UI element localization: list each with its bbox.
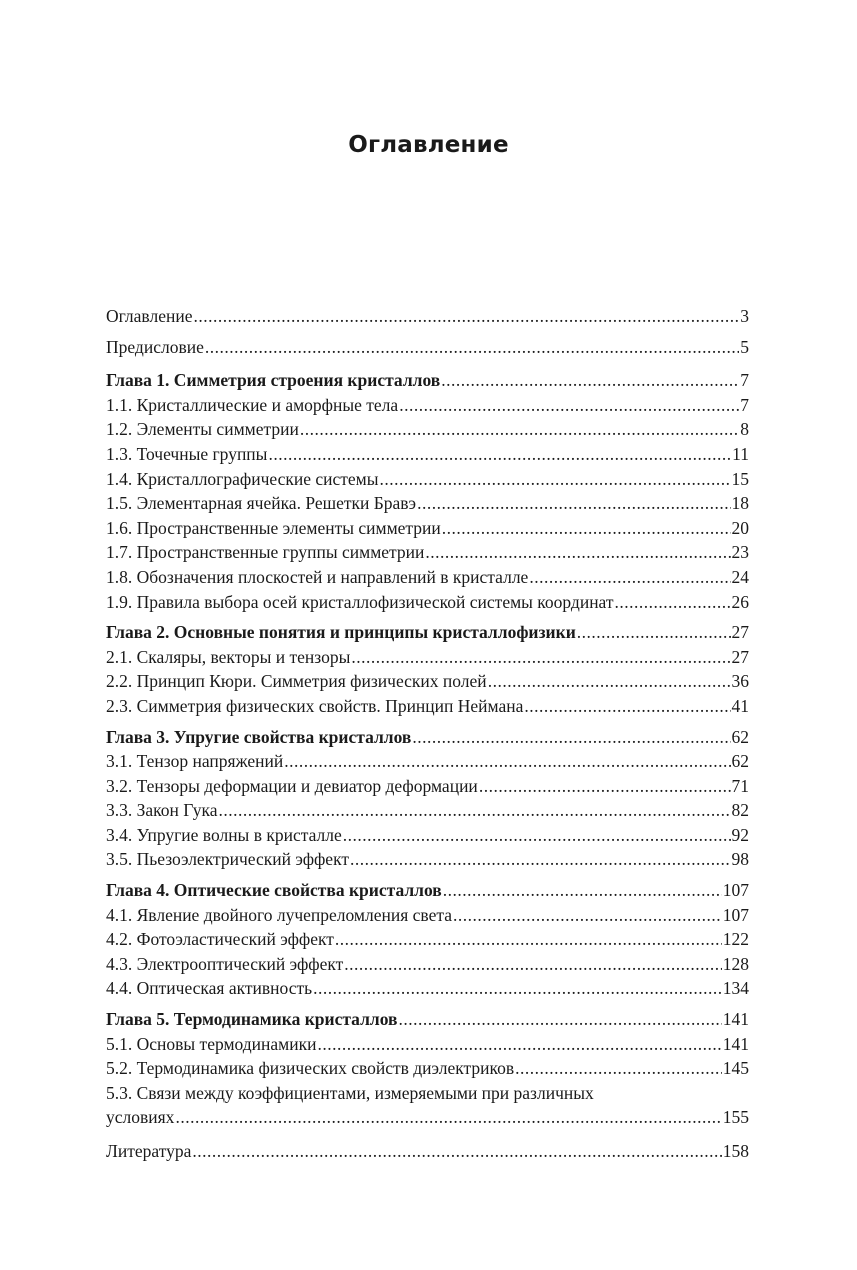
toc-page-number: 7: [740, 394, 749, 415]
dot-leader: [343, 823, 731, 848]
toc-section-label: 3.5. Пьезоэлектрический эффект: [106, 849, 349, 870]
toc-section-label: 5.1. Основы термодинамики: [106, 1033, 317, 1054]
dot-leader: [317, 1032, 721, 1057]
dot-leader: [313, 976, 722, 1001]
dot-leader: [524, 694, 730, 719]
toc-page-number: 62: [731, 726, 749, 747]
page-title: Оглавление: [348, 132, 509, 158]
toc-page-number: 107: [722, 904, 749, 925]
toc-section[interactable]: [106, 393, 749, 418]
toc-section-label: 4.1. Явление двойного лучепреломления света: [106, 904, 452, 925]
toc-page-number: 98: [731, 849, 749, 870]
toc-section[interactable]: [106, 927, 749, 952]
dot-leader: [344, 952, 721, 977]
toc-page-number: 134: [722, 978, 749, 999]
toc-page-number: 24: [731, 566, 749, 587]
toc-section[interactable]: [106, 952, 749, 977]
toc-chapter-5[interactable]: [106, 1007, 749, 1032]
toc-section[interactable]: [106, 1032, 749, 1057]
toc-page-number: 141: [722, 1033, 749, 1054]
toc-section-label: 3.1. Тензор напряжений: [106, 751, 284, 772]
toc-section-label: 3.3. Закон Гука: [106, 800, 218, 821]
toc-page-number: 7: [740, 370, 749, 391]
toc-section[interactable]: [106, 847, 749, 872]
dot-leader: [417, 491, 730, 516]
dot-leader: [529, 565, 730, 590]
toc-page-number: 3: [740, 306, 749, 326]
dot-leader: [350, 847, 731, 872]
toc-page-number: 141: [722, 1009, 749, 1030]
dot-leader: [398, 1007, 721, 1032]
toc-section[interactable]: [106, 565, 749, 590]
dot-leader: [441, 368, 739, 393]
dot-leader: [351, 645, 730, 670]
toc-page-number: 155: [722, 1107, 749, 1128]
dot-leader: [425, 540, 730, 565]
toc-chapter-1[interactable]: [106, 368, 749, 393]
dot-leader: [399, 393, 739, 418]
toc-section-label: 2.2. Принцип Кюри. Симметрия физических полей: [106, 671, 487, 692]
toc-section[interactable]: [106, 540, 749, 565]
toc-section[interactable]: [106, 903, 749, 928]
toc-chapter-4[interactable]: [106, 878, 749, 903]
toc-section-label: 1.4. Кристаллографические системы: [106, 468, 379, 489]
toc-chapter-label: Глава 4. Оптические свойства кристаллов: [106, 880, 442, 901]
toc-section[interactable]: [106, 516, 749, 541]
toc-page-number: 27: [731, 622, 749, 643]
dot-leader: [175, 1105, 721, 1130]
toc-section-label: 1.8. Обозначения плоскостей и направлений в кристалле: [106, 566, 529, 587]
toc-entry-label: Предисловие: [106, 336, 204, 357]
toc-page-number: 122: [722, 929, 749, 950]
toc-page-number: 62: [731, 751, 749, 772]
toc-section-label: 1.6. Пространственные элементы симметрии: [106, 517, 441, 538]
toc-section[interactable]: [106, 467, 749, 492]
toc-chapter-3[interactable]: [106, 725, 749, 750]
toc-entry-contents[interactable]: [106, 304, 749, 329]
toc-chapter-label: Глава 5. Термодинамика кристаллов: [106, 1009, 398, 1030]
toc-page-number: 71: [731, 775, 749, 796]
toc-chapter-2[interactable]: [106, 620, 749, 645]
toc-page-number: 11: [732, 443, 749, 464]
toc-entry-label: Оглавление: [106, 306, 193, 326]
toc-page-number: 41: [731, 695, 749, 716]
toc-section[interactable]: [106, 798, 749, 823]
dot-leader: [615, 590, 731, 615]
toc-section-label: 4.4. Оптическая активность: [106, 978, 313, 999]
dot-leader: [205, 335, 739, 360]
toc-section-label: 1.2. Элементы симметрии: [106, 419, 299, 440]
toc-page-number: 18: [731, 493, 749, 514]
dot-leader: [192, 1139, 721, 1164]
toc-entry-label: Литература: [106, 1141, 192, 1161]
dot-leader: [268, 442, 731, 467]
toc-section[interactable]: [106, 749, 749, 774]
dot-leader: [443, 878, 722, 903]
dot-leader: [218, 798, 730, 823]
dot-leader: [442, 516, 731, 541]
toc-section-label: 4.3. Электрооптический эффект: [106, 953, 344, 974]
toc-section-label: 5.2. Термодинамика физических свойств диэлектриков: [106, 1058, 515, 1079]
toc-section-label: 3.2. Тензоры деформации и девиатор деформации: [106, 775, 478, 796]
dot-leader: [300, 417, 739, 442]
toc-section-label: 2.3. Симметрия физических свойств. Принцип Неймана: [106, 695, 524, 716]
toc-section[interactable]: [106, 442, 749, 467]
toc-section-label: 1.7. Пространственные группы симметрии: [106, 542, 425, 563]
toc-section-label: 2.1. Скаляры, векторы и тензоры: [106, 646, 351, 667]
toc-chapter-label: Глава 3. Упругие свойства кристаллов: [106, 726, 412, 747]
dot-leader: [284, 749, 730, 774]
toc-page-number: 5: [740, 336, 749, 357]
toc-section-label: 1.1. Кристаллические и аморфные тела: [106, 394, 399, 415]
toc-page-number: 15: [731, 468, 749, 489]
toc-section-label: 1.5. Элементарная ячейка. Решетки Бравэ: [106, 493, 417, 514]
dot-leader: [453, 903, 722, 928]
dot-leader: [488, 669, 731, 694]
toc-section[interactable]: [106, 694, 749, 719]
toc-page-number: 36: [731, 671, 749, 692]
toc-section[interactable]: [106, 823, 749, 848]
toc-section-label-line1: 5.3. Связи между коэффициентами, измеряемыми при различных: [106, 1082, 594, 1103]
dot-leader: [335, 927, 722, 952]
dot-leader: [193, 304, 739, 329]
toc-page-number: 128: [722, 953, 749, 974]
toc-section-label-line2: условиях: [106, 1107, 175, 1128]
dot-leader: [412, 725, 730, 750]
toc-chapter-label: Глава 2. Основные понятия и принципы кристаллофизики: [106, 622, 576, 643]
dot-leader: [479, 774, 731, 799]
dot-leader: [380, 467, 731, 492]
toc-section-label: 3.4. Упругие волны в кристалле: [106, 824, 342, 845]
toc-section[interactable]: [106, 417, 749, 442]
toc-chapter-label: Глава 1. Симметрия строения кристаллов: [106, 370, 441, 391]
toc-section-label: 1.9. Правила выбора осей кристаллофизической системы координат: [106, 591, 614, 612]
toc-page-number: 158: [722, 1141, 749, 1161]
toc-page-number: 27: [731, 646, 749, 667]
dot-leader: [515, 1056, 722, 1081]
toc-entry-references[interactable]: [106, 1139, 749, 1164]
table-of-contents: [106, 304, 749, 1164]
toc-page-number: 145: [722, 1058, 749, 1079]
toc-page-number: 107: [722, 880, 749, 901]
toc-section[interactable]: [106, 1056, 749, 1081]
toc-section[interactable]: [106, 645, 749, 670]
toc-section-label: 4.2. Фотоэластический эффект: [106, 929, 334, 950]
toc-section-label: 1.3. Точечные группы: [106, 443, 268, 464]
toc-section[interactable]: [106, 774, 749, 799]
toc-page-number: 92: [731, 824, 749, 845]
toc-section[interactable]: [106, 491, 749, 516]
toc-section[interactable]: [106, 669, 749, 694]
dot-leader: [577, 620, 731, 645]
toc-page-number: 23: [731, 542, 749, 563]
toc-page-number: 8: [740, 419, 749, 440]
toc-section[interactable]: [106, 590, 749, 615]
toc-page-number: 20: [731, 517, 749, 538]
toc-page-number: 82: [731, 800, 749, 821]
toc-section-wrapped[interactable]: [106, 1081, 749, 1130]
toc-page-number: 26: [731, 591, 749, 612]
toc-entry-preface[interactable]: [106, 335, 749, 360]
toc-section[interactable]: [106, 976, 749, 1001]
